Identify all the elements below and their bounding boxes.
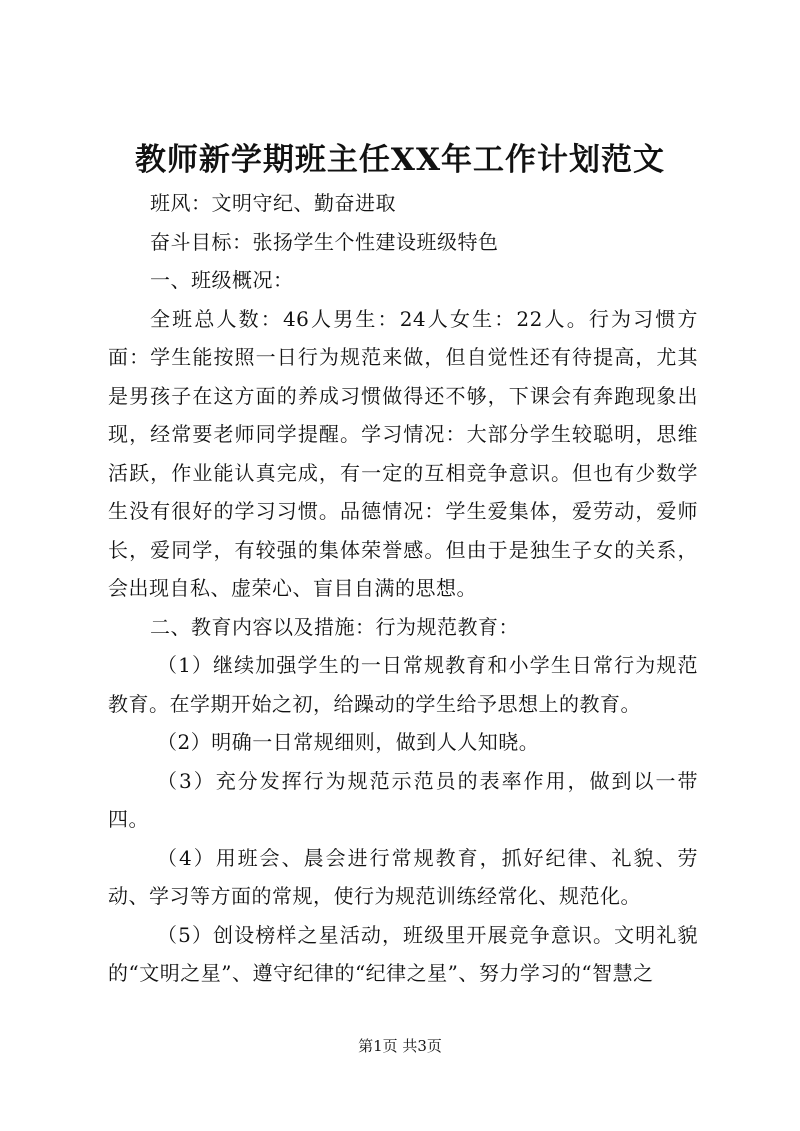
paragraph-class-motto: 班风：文明守纪、勤奋进取 xyxy=(150,191,396,215)
section-heading-class-overview: 一、班级概况： xyxy=(150,268,294,292)
list-item-5: （5）创设榜样之星活动，班级里开展竞争意识。文明礼貌的“文明之星”、遵守纪律的“纪律之星”、努力学习的“智慧之 xyxy=(108,922,698,985)
section-heading-education-measures: 二、教育内容以及措施：行为规范教育： xyxy=(150,614,519,639)
list-item-1: （1）继续加强学生的一日常规教育和小学生日常行为规范教育。在学期开始之初，给躁动的学生给予思想上的教育。 xyxy=(108,653,698,716)
paragraph-class-overview: 全班总人数：46人男生：24人女生：22人。行为习惯方面：学生能按照一日行为规范来做，但自觉性还有待提高，尤其是男孩子在这方面的养成习惯做得还不够，下课会有奔跑现象出现，经常要老师同学提醒。学习情况：大部分学生较聪明，思维活跃，作业能认真完成，有一定的互相竞争意识。但也有少数学生没有很好的学习习惯。品德情况：学生爱集体，爱劳动，爱师长，爱同学，有较强的集体荣誉感。但由于是独生子女的关系，会出现自私、虚荣心、盲目自满的思想。 xyxy=(108,306,698,600)
document-title: 教师新学期班主任XX年工作计划范文 xyxy=(134,142,666,178)
paragraph-goal: 奋斗目标：张扬学生个性建设班级特色 xyxy=(150,229,499,254)
document-body xyxy=(108,184,698,993)
list-item-3: （3）充分发挥行为规范示范员的表率作用，做到以一带四。 xyxy=(108,768,698,831)
list-item-2: （2）明确一日常规细则，做到人人知晓。 xyxy=(157,730,540,754)
page-number-footer: 第1页 共3页 xyxy=(358,1037,442,1055)
list-item-4: （4）用班会、晨会进行常规教育，抓好纪律、礼貌、劳动、学习等方面的常规，使行为规范训练经常化、规范化。 xyxy=(108,845,698,908)
